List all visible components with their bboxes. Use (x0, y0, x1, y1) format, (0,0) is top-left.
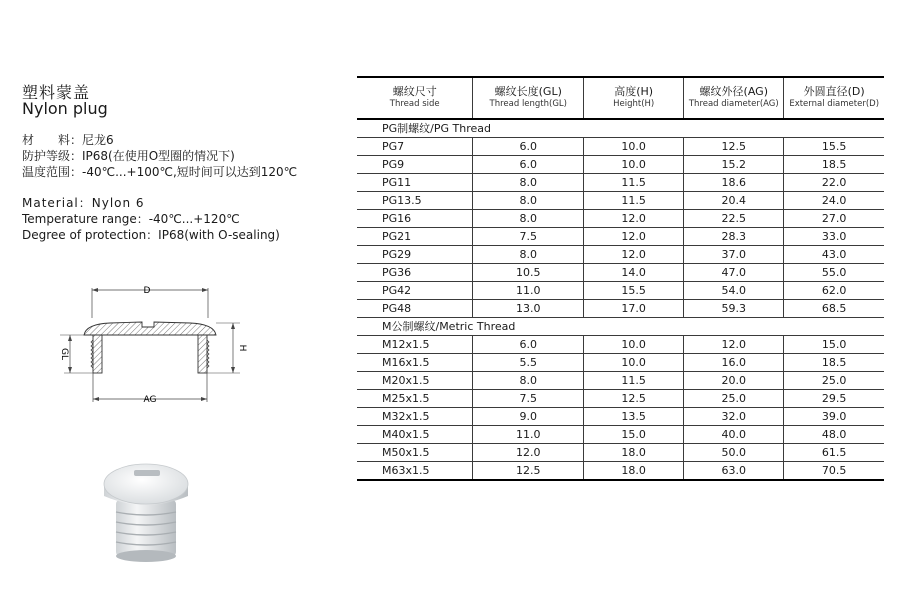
table-row (357, 282, 884, 300)
section-title-row (357, 318, 884, 336)
table-cell: 16.0 (684, 354, 784, 372)
table-cell: 47.0 (684, 264, 784, 282)
table-cell: 15.0 (584, 426, 684, 444)
table-cell: 20.0 (684, 372, 784, 390)
table-cell: PG7 (357, 138, 473, 156)
table-cell: 6.0 (473, 138, 584, 156)
table-cell: 11.5 (584, 174, 684, 192)
table-cell: 10.5 (473, 264, 584, 282)
table-cell: 10.0 (584, 138, 684, 156)
table-cell: 15.0 (784, 336, 884, 354)
table-cell: 22.5 (684, 210, 784, 228)
section-title: M公制螺纹/Metric Thread (357, 318, 884, 336)
table-cell: 33.0 (784, 228, 884, 246)
table-cell: PG48 (357, 300, 473, 318)
spec-material-cn: 材 料：尼龙6 (22, 133, 114, 147)
table-cell: PG16 (357, 210, 473, 228)
table-row (357, 336, 884, 354)
spec-list-en (22, 195, 280, 243)
table-cell: 25.0 (684, 390, 784, 408)
table-cell: 25.0 (784, 372, 884, 390)
table-cell: 12.0 (473, 444, 584, 462)
table-cell: 18.0 (584, 462, 684, 481)
table-cell: 13.0 (473, 300, 584, 318)
table-cell: M63x1.5 (357, 462, 473, 481)
table-row (357, 228, 884, 246)
table-cell: PG36 (357, 264, 473, 282)
table-cell: 29.5 (784, 390, 884, 408)
table-cell: 61.5 (784, 444, 884, 462)
spec-list-cn (22, 132, 297, 180)
table-cell: 63.0 (684, 462, 784, 481)
section-title-row (357, 119, 884, 138)
table-cell: 6.0 (473, 156, 584, 174)
table-cell: M50x1.5 (357, 444, 473, 462)
table-cell: 10.0 (584, 156, 684, 174)
table-row (357, 408, 884, 426)
table-cell: 59.3 (684, 300, 784, 318)
table-cell: 15.5 (584, 282, 684, 300)
dim-gl-label: GL (59, 348, 69, 360)
spec-temperature-cn: 温度范围：-40℃...+100℃,短时间可以达到120℃ (22, 165, 298, 179)
pg-thread-section (357, 119, 884, 318)
spec-protection-cn: 防护等级：IP68(在使用O型圈的情况下) (22, 149, 235, 163)
table-cell: 11.5 (584, 372, 684, 390)
table-cell: 40.0 (684, 426, 784, 444)
table-cell: PG13.5 (357, 192, 473, 210)
table-cell: M20x1.5 (357, 372, 473, 390)
header-external-diameter: 外圆直径(D) External diameter(D) (784, 77, 884, 119)
table-row (357, 462, 884, 481)
table-cell: 28.3 (684, 228, 784, 246)
table-cell: 14.0 (584, 264, 684, 282)
table-row (357, 300, 884, 318)
table-cell: 12.0 (584, 246, 684, 264)
table-cell: 43.0 (784, 246, 884, 264)
spec-protection-en: Degree of protection：IP68(with O-sealing) (22, 228, 280, 242)
table-cell: 12.0 (584, 210, 684, 228)
table-cell: 8.0 (473, 210, 584, 228)
table-cell: 11.5 (584, 192, 684, 210)
table-cell: PG11 (357, 174, 473, 192)
table-cell: 10.0 (584, 336, 684, 354)
table-row (357, 246, 884, 264)
product-title-en: Nylon plug (22, 99, 108, 118)
table-cell: 15.2 (684, 156, 784, 174)
spec-material-en: Material：Nylon 6 (22, 196, 145, 210)
table-cell: 12.5 (584, 390, 684, 408)
table-cell: 13.5 (584, 408, 684, 426)
table-row (357, 192, 884, 210)
table-cell: 50.0 (684, 444, 784, 462)
table-cell: 32.0 (684, 408, 784, 426)
spec-temperature-en: Temperature range：-40℃...+120℃ (22, 212, 240, 226)
dim-ag-label: AG (143, 395, 157, 405)
dim-d-label: D (143, 286, 151, 296)
table-cell: 18.0 (584, 444, 684, 462)
header-thread-length: 螺纹长度(GL) Thread length(GL) (473, 77, 584, 119)
header-height: 高度(H) Height(H) (584, 77, 684, 119)
table-row (357, 210, 884, 228)
table-row (357, 354, 884, 372)
table-cell: 70.5 (784, 462, 884, 481)
table-cell: 12.5 (473, 462, 584, 481)
table-row (357, 444, 884, 462)
table-cell: 7.5 (473, 390, 584, 408)
table-cell: 20.4 (684, 192, 784, 210)
table-cell: 54.0 (684, 282, 784, 300)
table-cell: M32x1.5 (357, 408, 473, 426)
dim-h-label: H (237, 344, 247, 352)
table-cell: PG29 (357, 246, 473, 264)
table-cell: PG9 (357, 156, 473, 174)
table-cell: 8.0 (473, 246, 584, 264)
table-cell: 11.0 (473, 282, 584, 300)
table-cell: 10.0 (584, 354, 684, 372)
table-row (357, 156, 884, 174)
table-cell: 62.0 (784, 282, 884, 300)
specification-table (357, 76, 884, 481)
table-cell: M25x1.5 (357, 390, 473, 408)
technical-drawing (50, 278, 250, 408)
table-cell: 15.5 (784, 138, 884, 156)
table-cell: 55.0 (784, 264, 884, 282)
table-row (357, 174, 884, 192)
table-cell: 9.0 (473, 408, 584, 426)
table-cell: M16x1.5 (357, 354, 473, 372)
table-cell: 22.0 (784, 174, 884, 192)
table-cell: 37.0 (684, 246, 784, 264)
table-cell: 12.5 (684, 138, 784, 156)
table-cell: 18.6 (684, 174, 784, 192)
section-title: PG制螺纹/PG Thread (357, 119, 884, 138)
table-cell: 17.0 (584, 300, 684, 318)
table-cell: 12.0 (684, 336, 784, 354)
table-cell: 8.0 (473, 174, 584, 192)
table-row (357, 372, 884, 390)
table-cell: 8.0 (473, 372, 584, 390)
table-cell: 12.0 (584, 228, 684, 246)
table-cell: 39.0 (784, 408, 884, 426)
table-row (357, 426, 884, 444)
table-cell: PG21 (357, 228, 473, 246)
table-row (357, 138, 884, 156)
table-header-row (357, 77, 884, 119)
table-cell: PG42 (357, 282, 473, 300)
table-cell: 27.0 (784, 210, 884, 228)
table-cell: 48.0 (784, 426, 884, 444)
table-cell: M40x1.5 (357, 426, 473, 444)
product-title-cn: 塑料蒙盖 (22, 83, 91, 102)
table-cell: 5.5 (473, 354, 584, 372)
table-cell: 18.5 (784, 156, 884, 174)
table-cell: 8.0 (473, 192, 584, 210)
table-cell: 24.0 (784, 192, 884, 210)
table-cell: M12x1.5 (357, 336, 473, 354)
table-cell: 6.0 (473, 336, 584, 354)
table-row (357, 264, 884, 282)
metric-thread-section (357, 318, 884, 481)
header-thread-diameter: 螺纹外径(AG) Thread diameter(AG) (684, 77, 784, 119)
product-photo (96, 452, 196, 564)
table-row (357, 390, 884, 408)
table-cell: 18.5 (784, 354, 884, 372)
table-cell: 11.0 (473, 426, 584, 444)
table-cell: 7.5 (473, 228, 584, 246)
table-cell: 68.5 (784, 300, 884, 318)
header-thread-side: 螺纹尺寸 Thread side (357, 77, 473, 119)
